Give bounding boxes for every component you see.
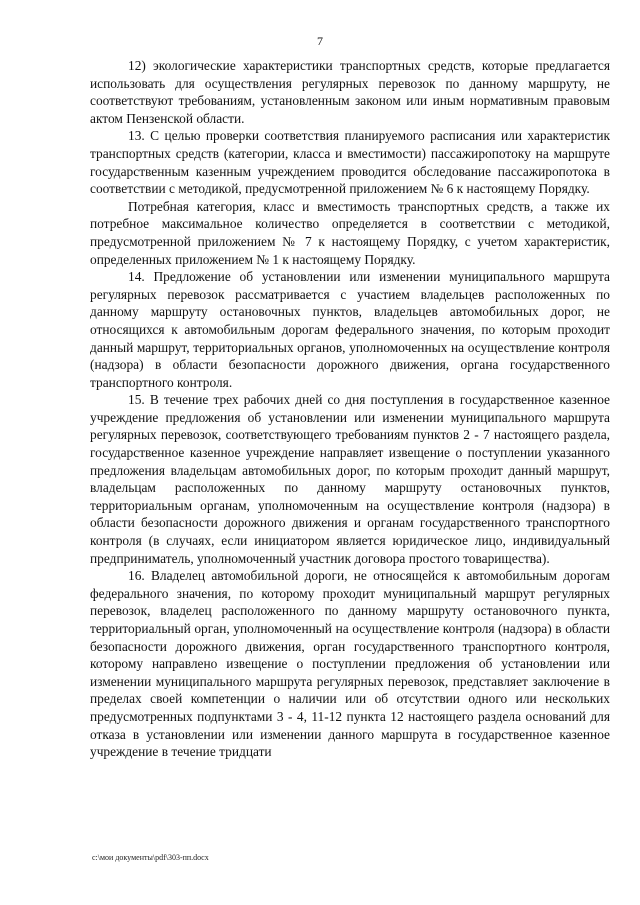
paragraph-section-13: 13. С целью проверки соответствия планируемого расписания или характеристик транспортных средств (категории, класса и вместимости) пассажиропотоку на маршруте государственным казенным учреждением проводится обследование пассажиропотока в соответствии с методикой, предусмотренной приложением № 6 к настоящему Порядку. [90,128,610,197]
footer-file-path: c:\мои документы\pdf\303-пп.docx [92,853,209,862]
paragraph-item-12: 12) экологические характеристики транспортных средств, которые предлагается использовать для осуществления регулярных перевозок по данному маршруту, не соответствуют требованиям, установленным законом или иным нормативным правовым актом Пензенской области. [90,58,610,126]
paragraph-section-14: 14. Предложение об установлении или изменении муниципального маршрута регулярных перевозок рассматривается с участием владельцев расположенных по данному маршруту остановочных пунктов, владельцев автомобильных дорог, не относящихся к автомобильным дорогам федерального значения, по которым проходит данный маршрут, территориальных органов, уполномоченных на осуществление контроля (надзора) в области безопасности дорожного движения, органа государственного транспортного контроля. [90,269,610,390]
paragraph-section-13-continued: Потребная категория, класс и вместимость транспортных средств, а также их потребное максимальное количество определяется в соответствии с методикой, предусмотренной приложением № 7 к настоящему Порядку, с учетом характеристик, определенных приложением № 1 к настоящему Порядку. [90,198,610,267]
page-number: 7 [317,34,323,48]
paragraph-section-16: 16. Владелец автомобильной дороги, не относящейся к автомобильным дорогам федерального значения, по которому проходит муниципальный маршрут регулярных перевозок, владелец расположенного по данному маршруту остановочного пункта, территориальный орган, уполномоченный на осуществление контроля (надзора) в области безопасности дорожного движения, орган государственного транспортного контроля, которому направлено извещение о поступлении предложения об установлении или изменении муниципального маршрута регулярных перевозок, представляет заключение в пределах своей компетенции о наличии или об отсутствии одного или нескольких предусмотренных подпунктами 3 - 4, 11-12 пункта 12 настоящего раздела оснований для отказа в установлении или изменении данного маршрута в государственное казенное учреждение в течение тридцати [90,568,610,760]
paragraph-section-15: 15. В течение трех рабочих дней со дня поступления в государственное казенное учреждение предложения об установлении или изменении муниципального маршрута регулярных перевозок, соответствующего требованиям пунктов 2 - 7 настоящего раздела, государственное казенное учреждение направляет извещение о поступлении указанного предложения владельцам автомобильных дорог, по которым проходит данный маршрут, владельцам расположенных по данному маршруту остановочных пунктов, территориальным органам, уполномоченным на осуществление контроля (надзора) в области безопасности дорожного движения и органам государственного транспортного контроля (в случаях, если инициатором является юридическое лицо, индивидуальный предприниматель, уполномоченный участник договора простого товарищества). [90,392,610,566]
document-body [90,57,610,761]
